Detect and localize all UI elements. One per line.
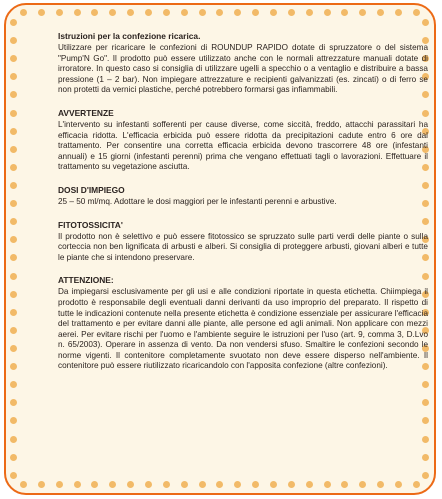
refill-instructions-text: Utilizzare per ricaricare le confezioni di ROUNDUP RAPIDO dotate di spruzzatore o del sistema "Pump'N Go". Il prodotto può essere utilizzato anche con le normali attrezzature manuali dotate di irroratore. In questo caso si consiglia di utilizzare ugelli a specchio o a ventaglio e distribuire a bassa pressione (1 – 2 bar). Non impiegare attrezzature e recipienti galvanizzati (es. zincati) o di ferro se non protetti da vernici plastiche, perché potrebbero formarsi gas infiammabili. xyxy=(58,43,428,95)
border-dot xyxy=(359,481,366,488)
border-dot xyxy=(10,273,17,280)
border-dot xyxy=(10,254,17,261)
border-dot xyxy=(422,381,429,388)
border-dot xyxy=(10,37,17,44)
border-dot xyxy=(181,9,188,16)
border-dot xyxy=(270,481,277,488)
border-dot xyxy=(288,481,295,488)
border-dot xyxy=(306,9,313,16)
refill-instructions-section xyxy=(58,31,428,96)
border-dot xyxy=(145,481,152,488)
border-dot xyxy=(74,9,81,16)
border-dot xyxy=(181,481,188,488)
border-dot xyxy=(10,381,17,388)
border-dot xyxy=(377,481,384,488)
border-dot xyxy=(10,236,17,243)
border-dot xyxy=(252,9,259,16)
border-dot xyxy=(10,399,17,406)
border-dot xyxy=(163,481,170,488)
border-dot xyxy=(10,146,17,153)
border-dot xyxy=(91,481,98,488)
border-dot xyxy=(377,9,384,16)
border-dot xyxy=(422,399,429,406)
warnings-section xyxy=(58,108,428,173)
border-dot xyxy=(10,472,17,479)
border-dot xyxy=(127,481,134,488)
refill-instructions-title: Istruzioni per la confezione ricarica. xyxy=(58,31,201,41)
border-dot xyxy=(306,481,313,488)
bottom-dot-border xyxy=(20,481,420,489)
border-dot xyxy=(270,9,277,16)
border-dot xyxy=(91,9,98,16)
left-dot-border xyxy=(10,19,18,479)
border-dot xyxy=(10,200,17,207)
border-dot xyxy=(422,472,429,479)
border-dot xyxy=(234,9,241,16)
border-dot xyxy=(422,19,429,26)
border-dot xyxy=(10,363,17,370)
border-dot xyxy=(10,454,17,461)
border-dot xyxy=(10,128,17,135)
border-dot xyxy=(216,481,223,488)
border-dot xyxy=(324,9,331,16)
border-dot xyxy=(199,481,206,488)
attention-text: Da impiegarsi esclusivamente per gli usi e alle condizioni riportate in questa etichetta. Chiimpiega il prodotto è responsabile degli eventuali danni derivanti da uso improprio del preparato. Il rispetto di tutte le indicazioni contenute nella presente etichetta è condizione essenziale per assicurare l'efficacia del trattamento e per evitare danni alle piante, alle persone ed agli animali. Non applicare con mezzi aerei. Per evitare rischi per l'uomo e l'ambiente seguire le istruzioni per l'uso (art. 9, comma 3, D.Lvo n. 65/2003). Operare in assenza di vento. Da non vendersi sfuso. Smaltire le confezioni secondo le norme vigenti. Il contenitore completamente svuotato non deve essere disperso nell'ambiente. Il contenitore può essere riutilizzato ricaricandolo con l'apposita confezione (altre confezioni). xyxy=(58,287,428,371)
warnings-title: AVVERTENZE xyxy=(58,107,114,118)
border-dot xyxy=(20,481,27,488)
border-dot xyxy=(422,454,429,461)
border-dot xyxy=(38,481,45,488)
border-dot xyxy=(56,9,63,16)
border-dot xyxy=(10,55,17,62)
border-dot xyxy=(10,164,17,171)
top-dot-border xyxy=(20,9,420,17)
phytotoxicity-section xyxy=(58,220,428,264)
border-dot xyxy=(395,9,402,16)
border-dot xyxy=(10,218,17,225)
border-dot xyxy=(10,73,17,80)
border-dot xyxy=(10,291,17,298)
phytotoxicity-text: Il prodotto non è selettivo e può essere fitotossico se spruzzato sulle parti verdi delle piante o sulla corteccia non ben lignificata di arbusti e alberi. Si consiglia di proteggere arbusti, giovani alberi e tutte le piante che si intendono preservare. xyxy=(58,231,428,262)
border-dot xyxy=(234,481,241,488)
border-dot xyxy=(145,9,152,16)
border-dot xyxy=(10,345,17,352)
border-dot xyxy=(10,110,17,117)
dosage-text: 25 – 50 ml/mq. Adottare le dosi maggiori per le infestanti perenni e arbustive. xyxy=(58,196,337,206)
border-dot xyxy=(199,9,206,16)
warnings-text: L'intervento su infestanti sofferenti per cause diverse, come siccità, freddo, attacchi parassitari ha efficacia ridotta. L'efficacia erbicida può essere ridotta da precipitazioni cadute entro 6 ore dal trattamento. Per consentire una corretta efficacia erbicida devono trascorrere 48 ore (infestanti annuali) e 15 giorni (infestanti perenni) prima che vengano effettuati tagli o lavorazioni. Effettuare il trattamento su vegetazione asciutta. xyxy=(58,119,428,172)
border-dot xyxy=(10,91,17,98)
attention-title: ATTENZIONE: xyxy=(58,275,114,286)
border-dot xyxy=(10,182,17,189)
border-dot xyxy=(10,309,17,316)
border-dot xyxy=(74,481,81,488)
border-dot xyxy=(413,9,420,16)
border-dot xyxy=(56,481,63,488)
border-dot xyxy=(10,327,17,334)
border-dot xyxy=(10,19,17,26)
border-dot xyxy=(10,417,17,424)
border-dot xyxy=(10,436,17,443)
border-dot xyxy=(422,436,429,443)
border-dot xyxy=(413,481,420,488)
border-dot xyxy=(38,9,45,16)
border-dot xyxy=(252,481,259,488)
border-dot xyxy=(341,481,348,488)
dosage-section xyxy=(58,185,428,208)
dosage-title: DOSI D'IMPIEGO xyxy=(58,184,125,195)
border-dot xyxy=(20,9,27,16)
border-dot xyxy=(288,9,295,16)
border-dot xyxy=(109,481,116,488)
border-dot xyxy=(216,9,223,16)
label-text-content xyxy=(58,31,428,372)
border-dot xyxy=(359,9,366,16)
border-dot xyxy=(395,481,402,488)
border-dot xyxy=(163,9,170,16)
border-dot xyxy=(109,9,116,16)
border-dot xyxy=(127,9,134,16)
border-dot xyxy=(324,481,331,488)
attention-section xyxy=(58,275,428,372)
border-dot xyxy=(341,9,348,16)
phytotoxicity-title: FITOTOSSICITA' xyxy=(58,219,123,230)
product-label-panel xyxy=(4,3,436,495)
border-dot xyxy=(422,417,429,424)
